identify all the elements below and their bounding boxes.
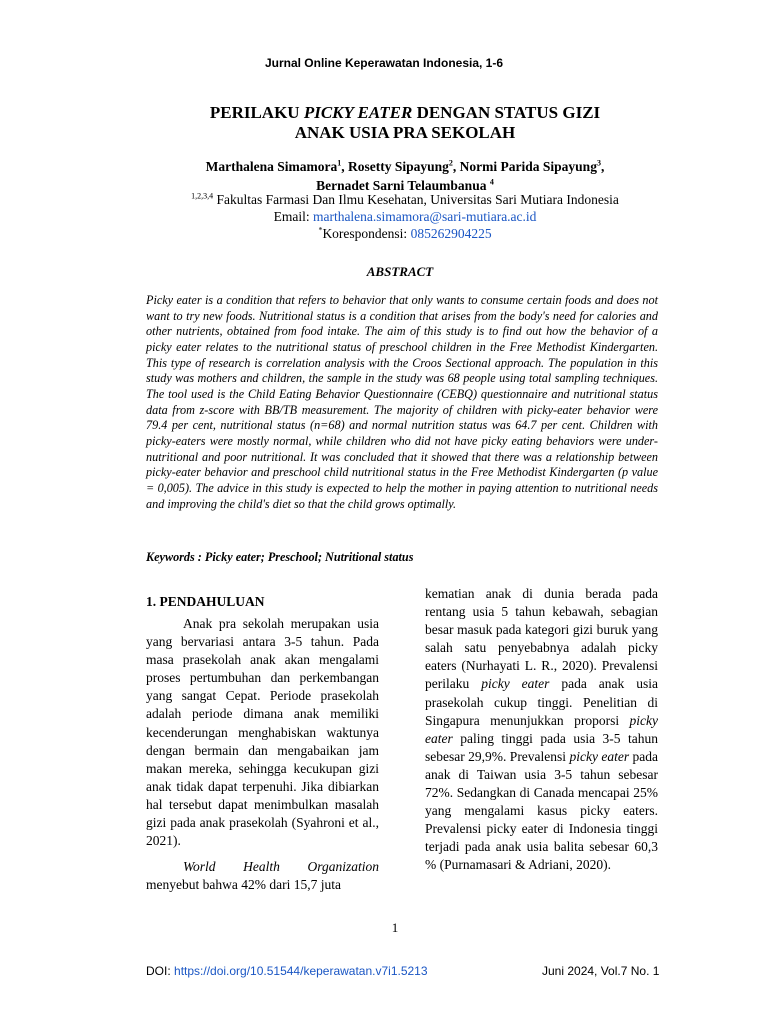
- doi-link[interactable]: https://doi.org/10.51544/keperawatan.v7i1.5213: [174, 964, 428, 978]
- abstract-heading: ABSTRACT: [366, 264, 434, 279]
- paragraph: World Health Organization menyebut bahwa 42% dari 15,7 juta: [146, 859, 379, 893]
- affiliation: $^{1,2,3,4}$ Fakultas Farmasi Dan Ilmu Kesehatan, Universitas Sari Mutiara Indonesia: [191, 191, 619, 207]
- journal-header: Jurnal Online Keperawatan Indonesia, 1-6: [264, 56, 504, 70]
- phone-link[interactable]: 085262904225: [410, 226, 492, 241]
- left-column: [146, 615, 379, 894]
- section-heading: 1. PENDAHULUAN: [146, 594, 265, 609]
- title-italic: PICKY EATER: [303, 103, 413, 122]
- doi-line: DOI: https://doi.org/10.51544/keperawatan.v7i1.5213: [146, 964, 428, 978]
- right-column: [425, 585, 658, 875]
- paragraph: Anak pra sekolah merupakan usia yang bervariasi antara 3-5 tahun. Pada masa prasekolah anak akan mengalami proses pertumbuhan dan perkembangan yang sangat Cepat. Periode prasekolah adalah periode dimana anak memiliki kecenderungan menghabiskan waktunya dengan bermain dan mengabaikan jam makan mereka, sehingga kecukupan gizi anak tidak dapat terpenuhi. Jika dibiarkan hal tersebut dapat menimbulkan masalah gizi pada anak prasekolah (Syahroni et al., 2021).: [146, 616, 379, 849]
- correspondence-line: *Korespondensi: 085262904225: [318, 225, 492, 241]
- author-list: [80, 157, 730, 195]
- paper-title: [100, 103, 710, 143]
- email-line: Email: marthalena.simamora@sari-mutiara.ac.id: [273, 209, 537, 224]
- issue-info: Juni 2024, Vol.7 No. 1: [542, 964, 660, 978]
- author-line-1: Marthalena Simamora$^1$, Rosetty Sipayung$^2$, Normi Parida Sipayung$^3$,: [205, 158, 605, 174]
- author-line-2: Bernadet Sarni Telaumbanua $^4$: [316, 177, 494, 193]
- abstract-body: Picky eater is a condition that refers to behavior that only wants to consume certain foods and does not want to try new foods. Nutritional status is a condition that arises from the body's need for calories and other nutrients, obtained from food intake. The aim of this study is to find out how the behavior of a picky eater relates to the nutritional status of preschool children in the Free Methodist Kindergarten. This type of research is correlation analysis with the Croos Sectional approach. The population in this study was mothers and children, the sample in the study was 68 people using total sampling techniques. The tool used is the Child Eating Behavior Questionnaire (CEBQ) questionnaire and nutritional status data from z-score with BB/TB measurement. The majority of children with picky-eater behavior were 79.4 per cent, nutritional status (n=68) and normal nutrition status was 64.7 per cent. Children with picky-eaters were mostly normal, while children who did not have picky eating behaviors were under-nutritional and poor nutritional. It was concluded that it showed that there was a relationship between picky-eater behavior and preschool child nutritional status in the Free Methodist Kindergarten (p value = 0,005). The advice in this study is expected to help the mother in paying attention to nutritional needs and improving the child's diet so that the child grows optimally.: [146, 293, 658, 511]
- paragraph: kematian anak di dunia berada pada rentang usia 5 tahun kebawah, sebagian besar masuk pada kategori gizi buruk yang salah satu penyebabnya adalah picky eaters (Nurhayati L. R., 2020). Prevalensi perilaku picky eater pada anak usia prasekolah cukup tinggi. Penelitian di Singapura menunjukkan proporsi picky eater paling tinggi pada usia 3-5 tahun sebesar 29,9%. Prevalensi picky eater pada anak di Taiwan usia 3-5 tahun sebesar 72%. Sedangkan di Canada mencapai 25% yang mengalami kasus picky eaters. Prevalensi picky eater di Indonesia tinggi terjadi pada anak usia balita sebesar 60,3 % (Purnamasari & Adriani, 2020).: [425, 586, 659, 873]
- keywords: Keywords : Picky eater; Preschool; Nutritional status: [146, 550, 414, 564]
- page-number: 1: [391, 920, 399, 935]
- email-link[interactable]: marthalena.simamora@sari-mutiara.ac.id: [312, 209, 537, 224]
- title-line-2: ANAK USIA PRA SEKOLAH: [294, 123, 516, 142]
- title-line-1: PERILAKU PICKY EATER DENGAN STATUS GIZI: [209, 103, 601, 122]
